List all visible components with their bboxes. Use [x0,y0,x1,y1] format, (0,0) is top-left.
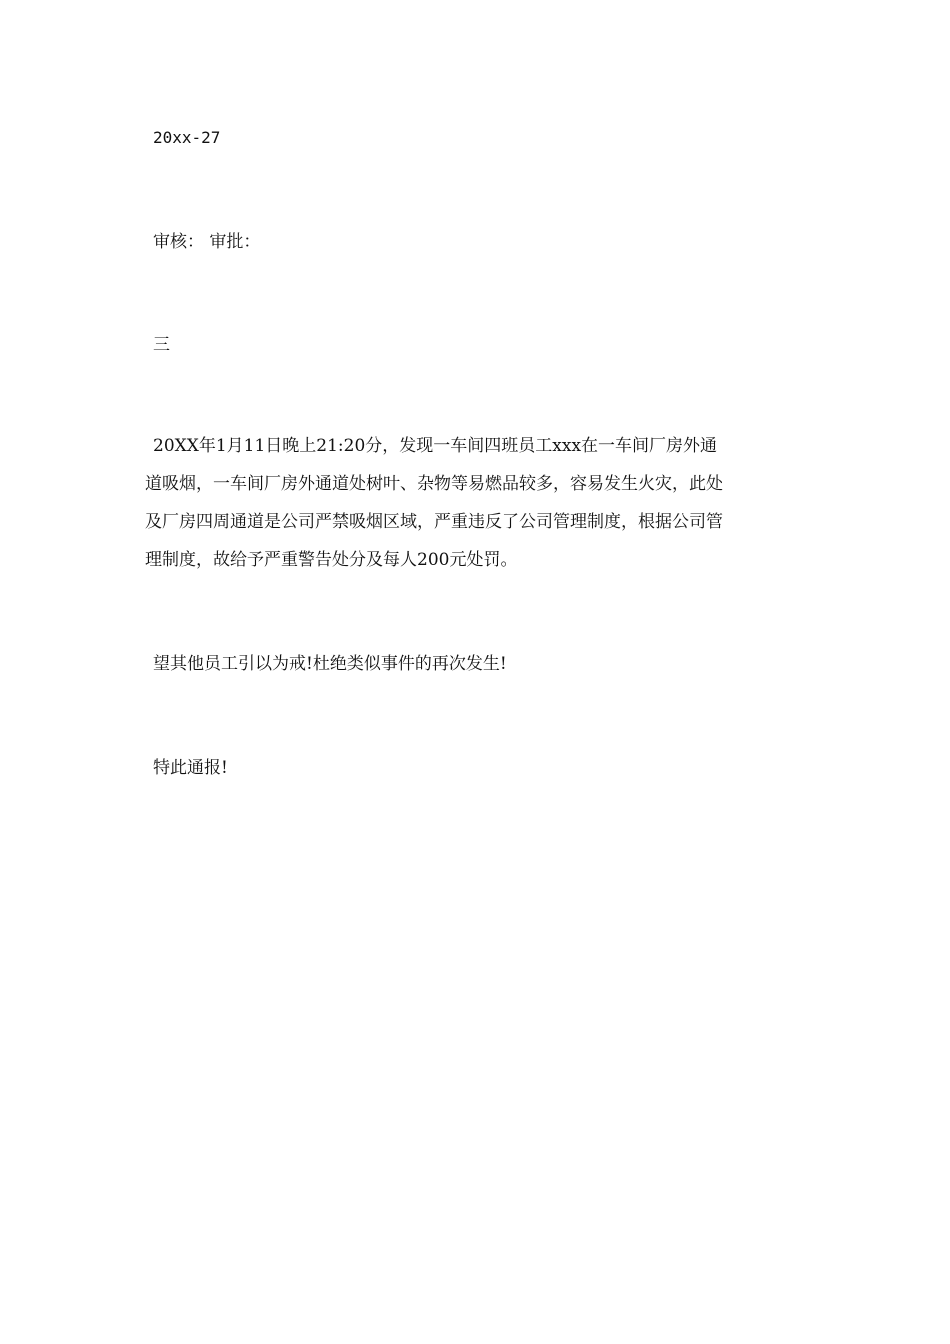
closing-statement: 特此通报! [153,758,228,778]
approval-signature-line: 审核： 审批： [153,232,261,252]
paragraph-line: 理制度，故给予严重警告处分及每人200元处罚。 [145,550,518,570]
paragraph-line: 道吸烟，一车间厂房外通道处树叶、杂物等易燃品较多，容易发生火灾，此处 [145,474,723,494]
paragraph-line: 及厂房四周通道是公司严禁吸烟区域，严重违反了公司管理制度，根据公司管 [145,512,723,532]
document-date: 20xx-27 [153,128,221,147]
warning-statement: 望其他员工引以为戒!杜绝类似事件的再次发生! [153,654,507,674]
paragraph-line: 20XX年1月11日晚上21:20分，发现一车间四班员工xxx在一车间厂房外通 [153,436,718,456]
section-number: 三 [153,335,170,355]
incident-paragraph [145,427,815,579]
